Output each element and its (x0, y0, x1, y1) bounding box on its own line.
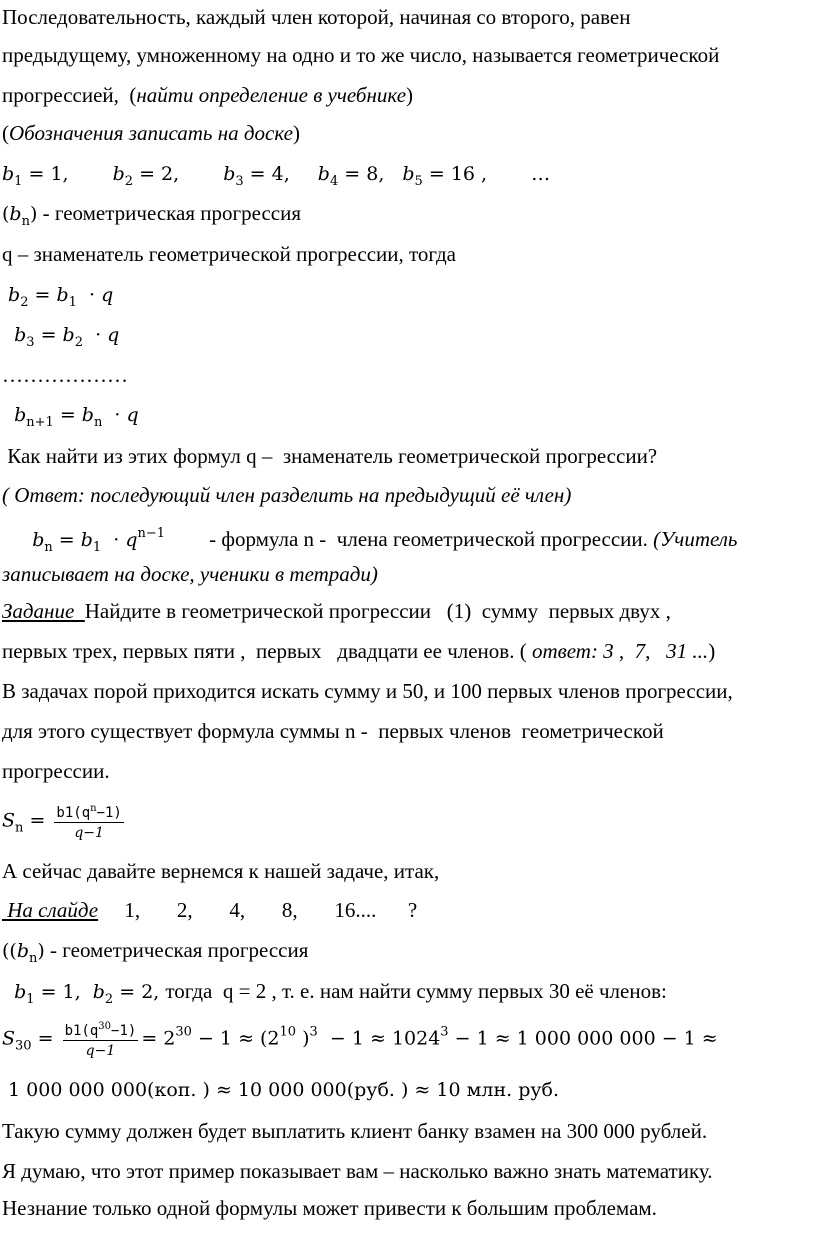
text-segment: Незнание только одной формулы может привести к большим проблемам. (2, 1196, 657, 1220)
subscript: 1 (68, 295, 77, 310)
text-segment: первых трех, первых пяти , первых двадцати ее членов. ( (2, 639, 532, 663)
subscript: 3 (235, 174, 244, 189)
math-text: ( (2, 203, 10, 225)
subscript: 3 (26, 335, 35, 350)
document-line (2, 521, 738, 561)
document-line (2, 4, 630, 30)
text-segment: В задачах порой приходится искать сумму и 50, и 100 первых членов прогрессии, (2, 679, 733, 703)
text-segment: Как найти из этих формул q – знаменатель геометрической прогрессии? (2, 444, 658, 468)
math-text: S (2, 809, 16, 832)
document-line (2, 1195, 657, 1221)
document-line (2, 937, 308, 972)
text-segment: q−1 (74, 825, 104, 841)
document-line (2, 800, 127, 843)
math-text: · (102, 404, 127, 426)
text-segment: ) (708, 639, 716, 663)
subscript: 2 (104, 992, 114, 1007)
subscript: 30 (15, 1038, 32, 1054)
fraction (63, 1018, 139, 1061)
text-segment: найти определение в учебнике (136, 83, 407, 107)
text-segment: - геометрическая прогрессия (37, 201, 301, 225)
math-text: b (2, 529, 45, 551)
fraction-numerator (54, 800, 123, 823)
superscript: n (90, 803, 97, 814)
text-segment: (Учитель (653, 527, 738, 551)
math-text: = (53, 404, 82, 426)
math-text: b (112, 163, 125, 185)
fraction-denominator (74, 823, 104, 843)
text-segment: ) (406, 83, 414, 107)
math-text: − 1 ≈ 1024 (317, 1027, 441, 1050)
document-line (2, 1118, 707, 1144)
math-text: b (81, 404, 94, 426)
text-segment: Задание (2, 599, 85, 623)
document-line (2, 718, 664, 744)
text-segment: Последовательность, каждый член которой, начиная со второго, равен (2, 5, 631, 29)
math-text: 1 000 000 000(коп. ) ≈ 10 000 000(руб. ) ≈ 10 млн. руб. (2, 1079, 560, 1101)
document-line (2, 482, 571, 508)
document-line (2, 1158, 713, 1184)
document-line (2, 561, 378, 587)
math-text: ) (296, 1027, 310, 1050)
math-text: = 2, (113, 981, 166, 1003)
superscript: 30 (175, 1024, 192, 1040)
math-text: b (2, 163, 15, 185)
math-text: = (28, 284, 57, 306)
subscript: 5 (414, 174, 423, 189)
math-text: b (2, 324, 27, 346)
math-text: = 4, (243, 163, 290, 185)
document-line (2, 598, 671, 624)
subscript: 1 (14, 174, 23, 189)
text-segment: записывает на доске, ученики в тетради) (2, 562, 378, 586)
document-line (2, 758, 110, 784)
document-line (2, 241, 456, 267)
math-text: b (2, 404, 27, 426)
text-segment: На слайде (2, 898, 99, 922)
math-text: b (62, 324, 75, 346)
text-segment: −1) (111, 1023, 137, 1039)
math-text: b (402, 163, 415, 185)
math-text: · (101, 529, 126, 551)
subscript: n (93, 415, 103, 430)
math-text: b (92, 981, 105, 1003)
subscript: 2 (74, 335, 83, 350)
text-segment: b1(q (56, 805, 91, 821)
text-segment: ……………… (2, 363, 128, 387)
math-text: q (101, 284, 114, 306)
text-segment: −1) (96, 805, 122, 821)
document-line (2, 42, 719, 68)
document-line (2, 281, 113, 316)
math-text: = (52, 529, 81, 551)
text-segment: Обозначения записать на доске (9, 121, 293, 145)
text-segment: - формула n - члена геометрической прогрессии. (209, 527, 654, 551)
math-text: q (107, 324, 120, 346)
math-text: b (2, 284, 21, 306)
math-text: ) (37, 940, 45, 962)
subscript: n (29, 951, 38, 966)
document-line (2, 321, 119, 356)
math-text: = (31, 1027, 60, 1050)
math-text: · (82, 324, 108, 346)
math-text: = (34, 324, 63, 346)
superscript: 10 (279, 1024, 297, 1040)
text-segment: q−1 (85, 1043, 116, 1059)
math-text: = (23, 809, 52, 832)
text-segment: ( (2, 121, 9, 145)
document-line (2, 678, 733, 704)
document-line (2, 160, 550, 195)
math-text: q (125, 529, 138, 551)
document-line (2, 1018, 718, 1061)
text-segment: для этого существует формула суммы n - первых членов геометрической (2, 719, 664, 743)
document-line (2, 82, 413, 108)
document-line (2, 362, 128, 388)
document-line (2, 401, 139, 436)
text-segment: Такую сумму должен будет выплатить клиент банку взамен на 300 000 рублей. (2, 1119, 708, 1143)
math-text: b (223, 163, 236, 185)
superscript: 3 (309, 1024, 318, 1040)
text-segment: ) (292, 121, 300, 145)
text-segment: прогрессии. (2, 759, 110, 783)
subscript: 4 (329, 174, 339, 189)
math-text: · (76, 284, 102, 306)
text-segment: - геометрическая прогрессия (44, 938, 309, 962)
superscript: 3 (440, 1024, 449, 1040)
superscript: n−1 (137, 526, 166, 541)
fraction (54, 800, 123, 843)
document-line (2, 200, 301, 235)
subscript: 1 (92, 540, 102, 555)
math-text: = 1, (34, 981, 93, 1003)
text-segment: b1(q (64, 1023, 99, 1039)
math-text: = 8, (338, 163, 385, 185)
subscript: n (44, 540, 53, 555)
math-text: q (126, 404, 139, 426)
math-text: S (2, 1027, 16, 1050)
subscript: 2 (124, 174, 134, 189)
math-text: b (80, 529, 93, 551)
document-line (2, 978, 667, 1013)
subscript: n (21, 214, 30, 229)
math-text: = 2, (133, 163, 180, 185)
text-segment: Я думаю, что этот пример показывает вам – насколько важно знать математику. (2, 1159, 713, 1183)
math-text: = 16 , (422, 163, 488, 185)
document-line (2, 1076, 559, 1103)
subscript: 2 (20, 295, 29, 310)
subscript: 1 (26, 992, 35, 1007)
math-text: = 2 (141, 1027, 176, 1050)
text-segment: прогрессией, ( (2, 83, 137, 107)
subscript: n+1 (26, 415, 54, 430)
math-text: b (16, 940, 29, 962)
document-line (2, 120, 300, 146)
math-text: b (56, 284, 69, 306)
fraction-denominator (86, 1041, 116, 1061)
math-text: − 1 ≈ (2 (191, 1027, 280, 1050)
document-line (2, 858, 439, 884)
text-segment: ответ: 3 , 7, 31 ... (531, 639, 709, 663)
document-line (2, 897, 417, 923)
text-segment: q – знаменатель геометрической прогрессии, тогда (2, 242, 456, 266)
subscript: n (15, 820, 24, 836)
superscript: 30 (98, 1021, 112, 1032)
math-text: b (2, 981, 27, 1003)
math-text: b (317, 163, 330, 185)
document-line (2, 443, 657, 469)
math-text: (( (2, 940, 17, 962)
text-segment: 1, 2, 4, 8, 16.... ? (98, 898, 418, 922)
text-segment: Найдите в геометрической прогрессии (1) сумму первых двух , (84, 599, 671, 623)
document-line (2, 638, 715, 664)
text-segment: предыдущему, умноженному на одно и то же число, называется геометрической (2, 43, 720, 67)
math-text: … (531, 163, 551, 185)
math-text: ) (29, 203, 38, 225)
text-segment: тогда q = 2 , т. е. нам найти сумму первых 30 её членов: (165, 979, 667, 1003)
math-text: − 1 ≈ 1 000 000 000 − 1 ≈ (448, 1027, 718, 1050)
fraction-numerator (63, 1018, 139, 1041)
text-segment: А сейчас давайте вернемся к нашей задаче, итак, (2, 859, 440, 883)
math-text: = 1, (22, 163, 69, 185)
text-segment: ( Ответ: последующий член разделить на предыдущий её член) (2, 483, 572, 507)
math-text: b (9, 203, 22, 225)
